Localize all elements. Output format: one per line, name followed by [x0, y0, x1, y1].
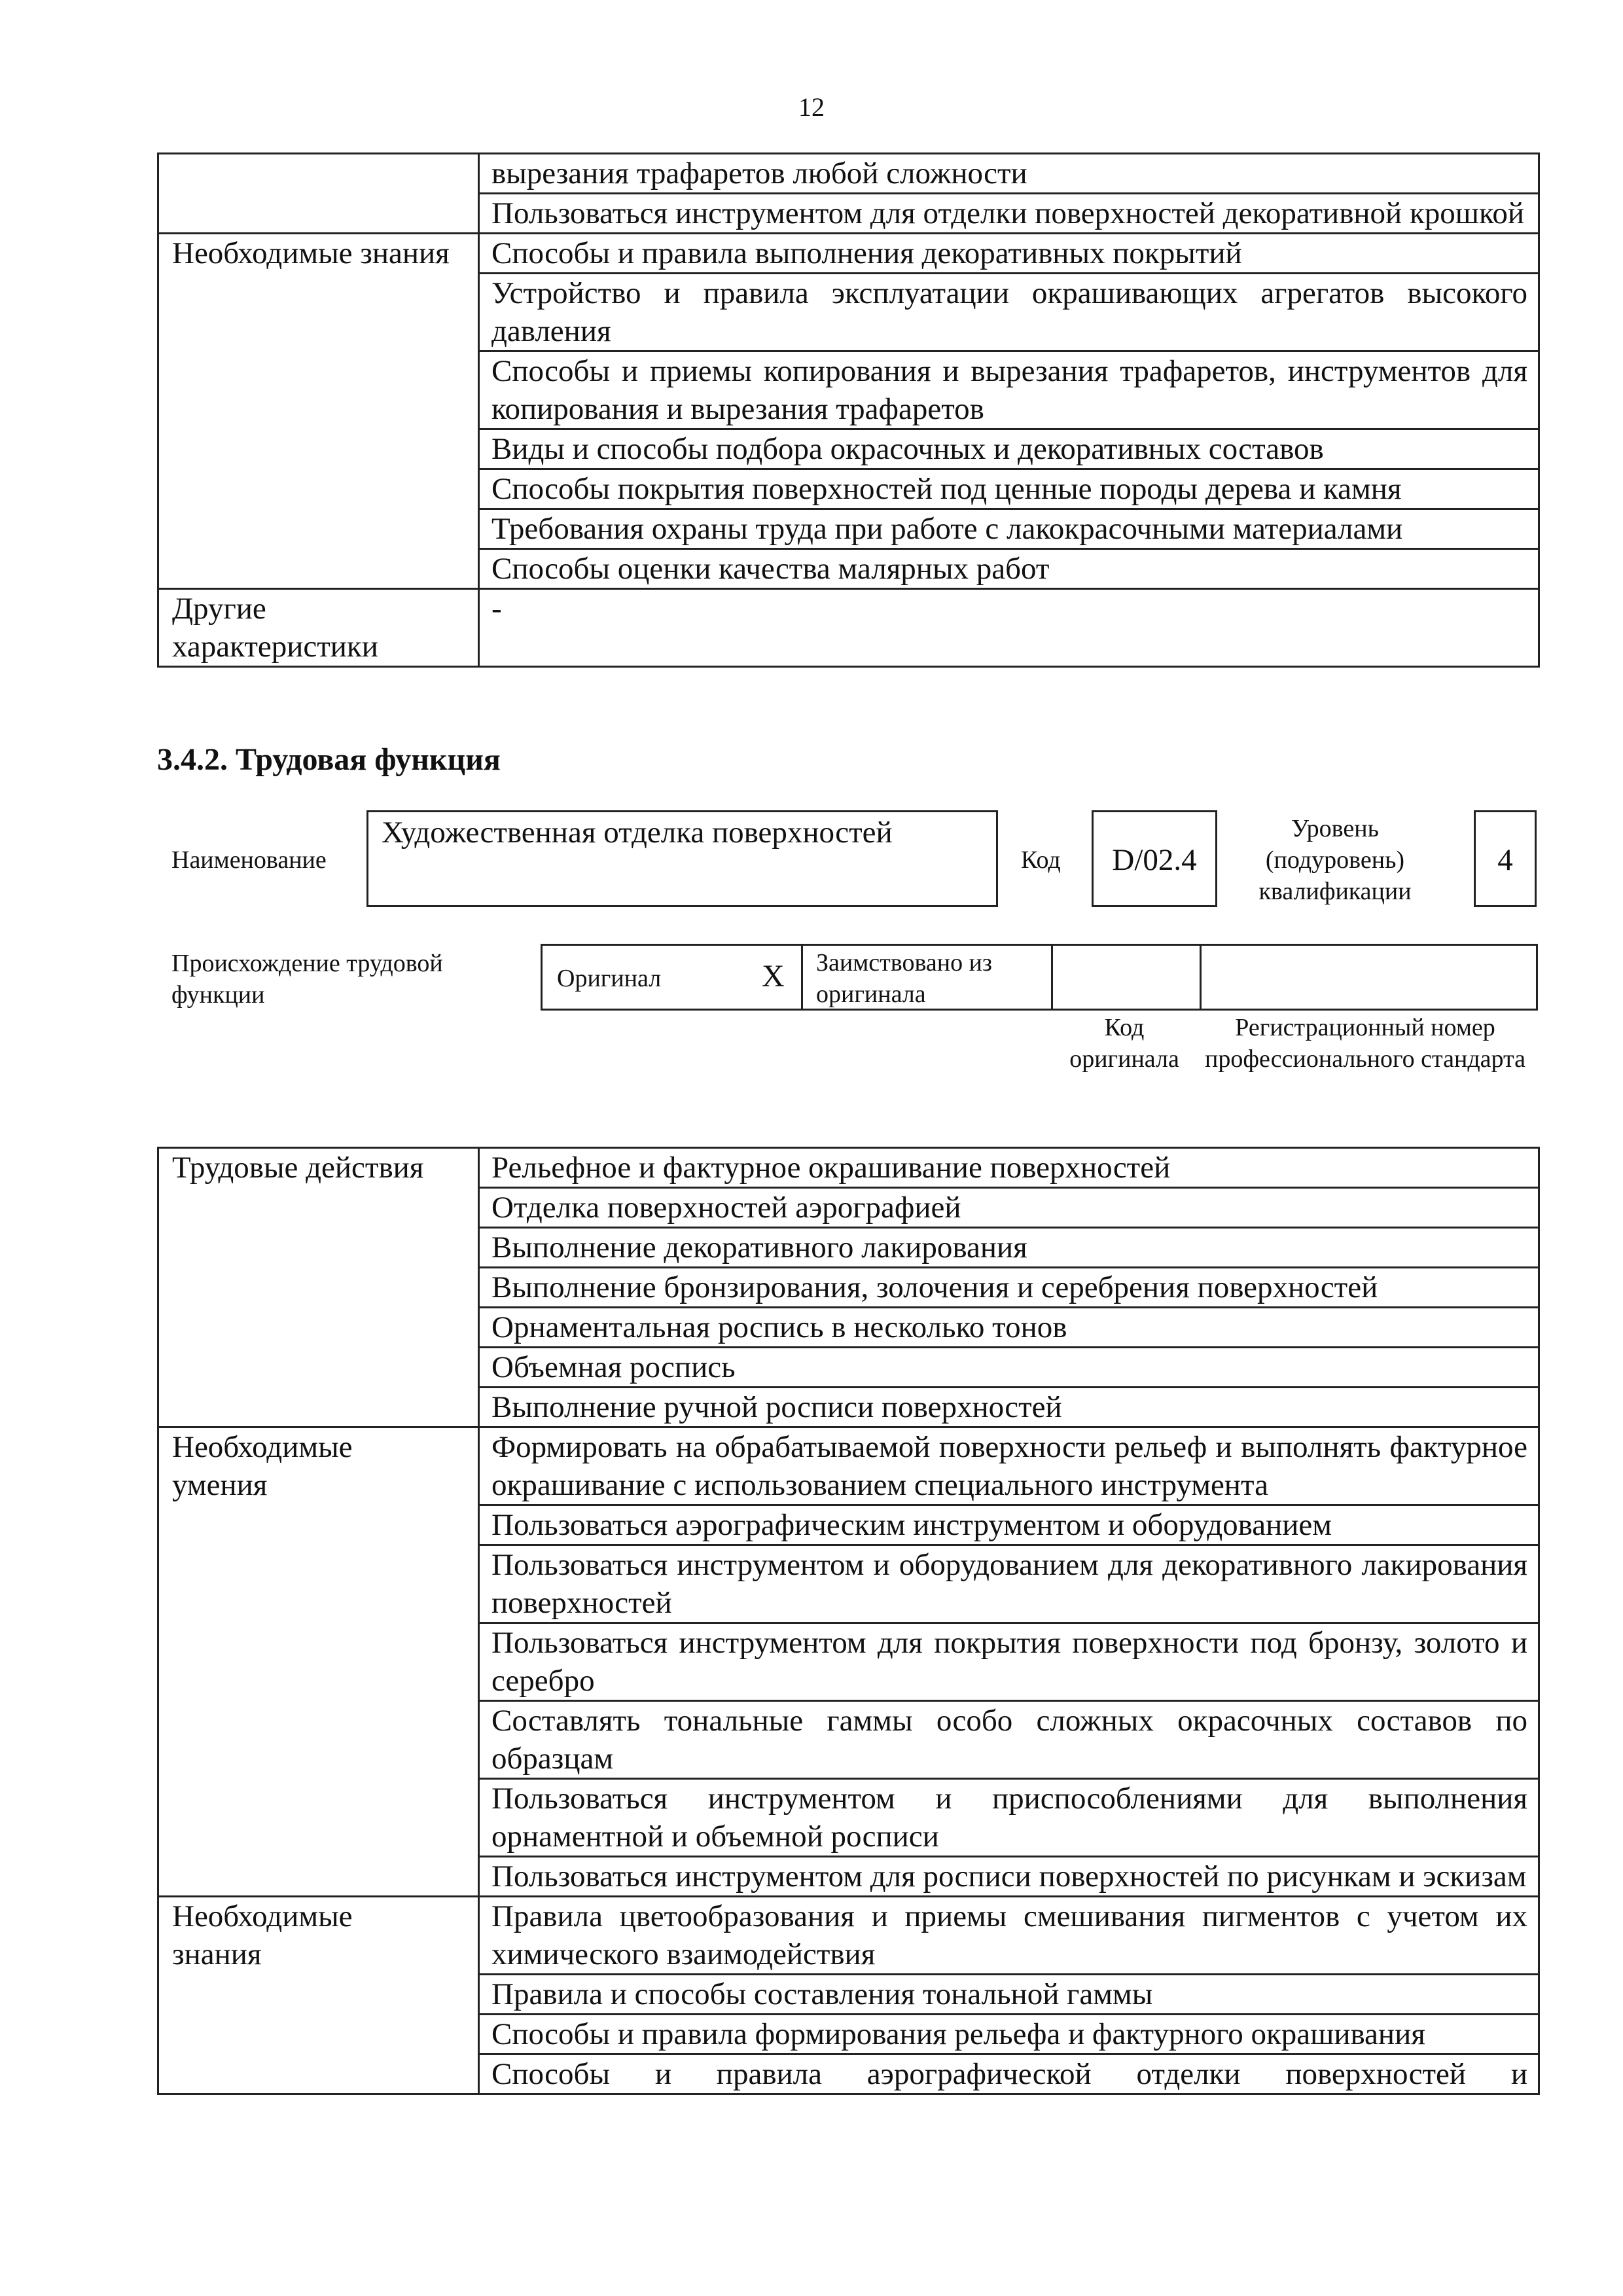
list-item: Выполнение ручной росписи поверхностей: [479, 1388, 1539, 1427]
table-row: [158, 589, 1539, 667]
original-label: Оригинал: [557, 965, 662, 992]
list-item: Способы и правила выполнения декоративных покрытий: [479, 234, 1539, 274]
list-item: Отделка поверхностей аэрографией: [479, 1188, 1539, 1228]
list-item: Орнаментальная роспись в несколько тонов: [479, 1308, 1539, 1348]
divider: [801, 946, 803, 1009]
list-item: Формировать на обрабатываемой поверхности рельеф и выполнять фактурное окрашивание с использованием специального инструмента: [479, 1427, 1539, 1505]
section-heading: 3.4.2. Трудовая функция: [157, 742, 501, 777]
divider: [1200, 946, 1202, 1009]
list-item: Пользоваться аэрографическим инструментом и оборудованием: [479, 1505, 1539, 1545]
code-value: D/02.4: [1112, 843, 1197, 877]
table-row: [158, 1148, 1539, 1188]
list-item: Рельефное и фактурное окрашивание поверхностей: [479, 1148, 1539, 1188]
list-item: вырезания трафаретов любой сложности: [479, 154, 1539, 194]
competency-table-continued: [157, 152, 1540, 668]
level-value: 4: [1497, 843, 1513, 877]
row-label: Необходимые знания: [158, 234, 479, 589]
row-label-text: Необходимые знания: [172, 1899, 353, 1971]
list-item: Способы покрытия поверхностей под ценные породы дерева и камня: [479, 469, 1539, 509]
origin-box: [541, 944, 1538, 1011]
list-item: Способы и приемы копирования и вырезания трафаретов, инструментов для копирования и вырезания трафаретов: [479, 351, 1539, 429]
list-item: Способы оценки качества малярных работ: [479, 549, 1539, 589]
list-item: Пользоваться инструментом и оборудованием для декоративного лакирования поверхностей: [479, 1545, 1539, 1623]
list-item: Пользоваться инструментом для росписи поверхностей по рисункам и эскизам: [479, 1857, 1539, 1897]
row-label-text: Необходимые умения: [172, 1430, 353, 1502]
competency-table: [157, 1147, 1540, 2095]
list-item: Объемная роспись: [479, 1348, 1539, 1388]
list-item: Правила цветообразования и приемы смешивания пигментов с учетом их химического взаимодействия: [479, 1897, 1539, 1975]
name-value: Художественная отделка поверхностей: [382, 816, 893, 850]
list-item: Составлять тональные гаммы особо сложных окрасочных составов по образцам: [479, 1701, 1539, 1779]
list-item: Правила и способы составления тональной гаммы: [479, 1975, 1539, 2015]
code-value-box: [1092, 810, 1217, 907]
row-label: [158, 1427, 479, 1897]
table-row: [158, 1897, 1539, 1975]
list-item: Пользоваться инструментом и приспособлениями для выполнения орнаментной и объемной росписи: [479, 1779, 1539, 1857]
code-label: Код: [1021, 846, 1061, 874]
level-label: Уровень (подуровень) квалификации: [1258, 815, 1412, 905]
original-mark: X: [762, 959, 785, 994]
table-row: [158, 154, 1539, 194]
list-item: Пользоваться инструментом для покрытия поверхности под бронзу, золото и серебро: [479, 1623, 1539, 1701]
list-item: Виды и способы подбора окрасочных и декоративных составов: [479, 429, 1539, 469]
list-item: Устройство и правила эксплуатации окрашивающих агрегатов высокого давления: [479, 274, 1539, 351]
row-label: [158, 1897, 479, 2094]
name-value-box: [366, 810, 998, 907]
list-item: Способы и правила аэрографической отделки поверхностей и: [479, 2054, 1539, 2094]
name-label: Наименование: [171, 846, 327, 874]
list-item: Способы и правила формирования рельефа и фактурного окрашивания: [479, 2015, 1539, 2054]
row-label-text: Другие характеристики: [172, 592, 378, 664]
origin-label: Происхождение трудовой функции: [171, 950, 443, 1009]
list-item: Выполнение бронзирования, золочения и серебрения поверхностей: [479, 1268, 1539, 1308]
list-item: Требования охраны труда при работе с лакокрасочными материалами: [479, 509, 1539, 549]
borrowed-label: Заимствовано из оригинала: [816, 949, 992, 1008]
row-label: [158, 589, 479, 667]
list-item: Выполнение декоративного лакирования: [479, 1228, 1539, 1268]
list-item: -: [479, 589, 1539, 667]
divider: [1051, 946, 1053, 1009]
reg-caption: Регистрационный номер профессионального стандарта: [1205, 1014, 1525, 1073]
list-item: Пользоваться инструментом для отделки поверхностей декоративной крошкой: [479, 194, 1539, 234]
table-row: [158, 1427, 1539, 1505]
page-number: 12: [798, 92, 825, 122]
row-label: [158, 154, 479, 234]
code-caption: Код оригинала: [1069, 1014, 1179, 1073]
row-label: Трудовые действия: [158, 1148, 479, 1427]
level-value-box: [1474, 810, 1537, 907]
table-row: [158, 234, 1539, 274]
